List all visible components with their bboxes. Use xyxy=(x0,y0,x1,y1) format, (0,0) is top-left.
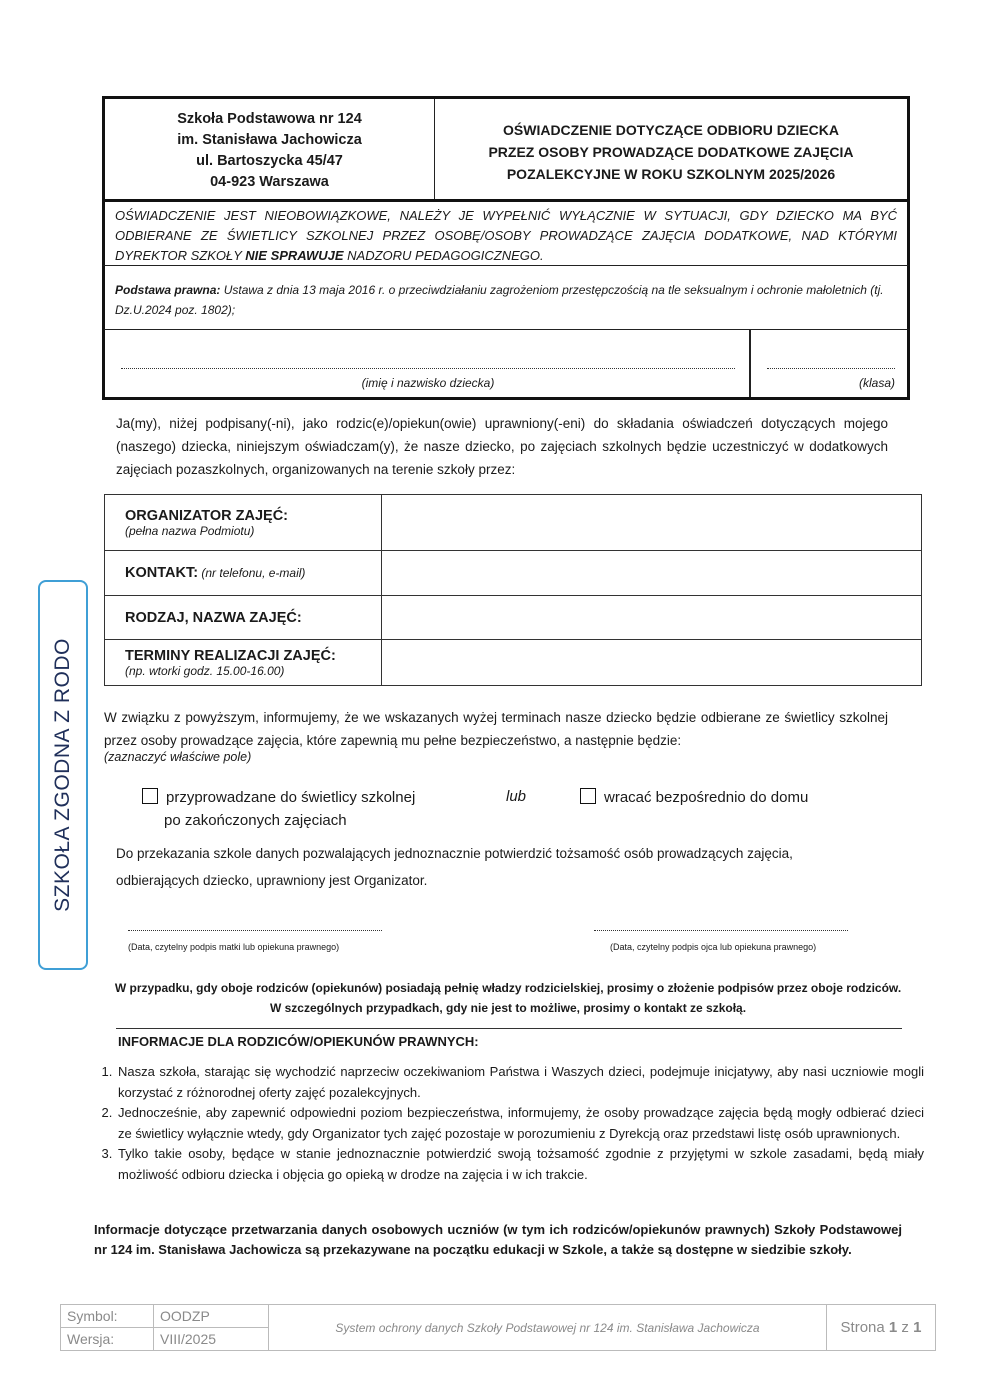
intro-paragraph: Ja(my), niżej podpisany(-ni), jako rodzic(e)/opiekun(owie) uprawniony(-eni) do składania oświadczeń dotyczących mojego (naszego) dziecka, niniejszym oświadczam(y), że nasze dziecko, po zajęciach szkolnych będzie uczestniczyć w dodatkowych zajęciach pozaszkolnych, organizowanych na terenie szkoły przez: xyxy=(116,416,888,477)
option-go-home[interactable]: wracać bezpośrednio do domu xyxy=(580,786,808,809)
contact-input[interactable] xyxy=(382,551,922,596)
info-item: 2. Jednocześnie, aby zapewnić odpowiedni poziom bezpieczeństwa, informujemy, że osoby prowadzące zajęcia będą mogły odbierać dzieci ze świetlicy wyłącznie wtedy, gdy Organizator tych zajęć pozostaje w porozumieniu z Dyrekcją oraz przedstawi listę osób uprawnionych. xyxy=(116,1103,924,1144)
father-signature-label: (Data, czytelny podpis ojca lub opiekuna prawnego) xyxy=(610,942,817,952)
dates-label-cell: TERMINY REALIZACJI ZAJĘĆ: (np. wtorki godz. 15.00-16.00) xyxy=(105,640,382,686)
footer-system: System ochrony danych Szkoły Podstawowej nr 124 im. Stanisława Jachowicza xyxy=(269,1305,827,1351)
legal-basis: Podstawa prawna: Ustawa z dnia 13 maja 2016 r. o przeciwdziałaniu zagrożeniom przestępczością na tle seksualnym i ochronie małoletnich (tj. Dz.U.2024 poz. 1802); xyxy=(102,266,910,330)
option-escort-to-daycare[interactable]: przyprowadzane do świetlicy szkolnej po zakończonych zajęciach xyxy=(142,786,415,832)
type-input[interactable] xyxy=(382,596,922,640)
symbol-label: Symbol: xyxy=(61,1305,154,1328)
father-signature-line[interactable] xyxy=(594,930,848,931)
footer-table xyxy=(60,1304,936,1351)
version-value: VIII/2025 xyxy=(154,1328,269,1351)
child-fields xyxy=(102,330,910,400)
child-name-field[interactable] xyxy=(121,368,735,369)
organizer-table xyxy=(104,494,922,686)
info-heading: INFORMACJE DLA RODZICÓW/OPIEKUNÓW PRAWNYCH: xyxy=(118,1034,479,1049)
dates-input[interactable] xyxy=(382,640,922,686)
symbol-value: OODZP xyxy=(154,1305,269,1328)
class-label: (klasa) xyxy=(858,376,895,390)
pickup-paragraph: W związku z powyższym, informujemy, że we wskazanych wyżej terminach nasze dziecko będzie odbierane ze świetlicy szkolnej przez osoby prowadzące zajęcia, które zapewnią mu pełne bezpieczeństwo, a następnie będzie: xyxy=(104,710,888,748)
pickup-hint: (zaznaczyć właściwe pole) xyxy=(104,750,252,764)
info-separator xyxy=(116,1028,902,1029)
optional-notice: OŚWIADCZENIE JEST NIEOBOWIĄZKOWE, NALEŻY JE WYPEŁNIĆ WYŁĄCZNIE W SYTUACJI, GDY DZIECKO MA BYĆ ODBIERANE ZE ŚWIETLICY SZKOLNEJ PRZEZ OSOBĘ/OSOBY PROWADZĄCE ZAJĘCIA DODATKOWE, NAD KTÓRYMI DYREKTOR SZKOŁY NIE SPRAWUJE NADZORU PEDAGOGICZNEGO. xyxy=(102,202,910,266)
version-label: Wersja: xyxy=(61,1328,154,1351)
contact-label-cell: KONTAKT: (nr telefonu, e-mail) xyxy=(105,551,382,596)
class-field[interactable] xyxy=(767,368,895,369)
school-address xyxy=(105,99,435,199)
info-item: 3. Tylko takie osoby, będące w stanie jednoznacznie potwierdzić swoją tożsamość zgodnie z przyjętymi w szkole zasadami, będą miały możliwość odbioru dziecka i objęcia go opieką w drodze na zajęcia i w ich trakcie. xyxy=(116,1144,924,1185)
notice-emphasis: NIE SPRAWUJE xyxy=(245,248,344,263)
organizer-label-cell: ORGANIZATOR ZAJĘĆ: (pełna nazwa Podmiotu) xyxy=(105,495,382,551)
document-title: OŚWIADCZENIE DOTYCZĄCE ODBIORU DZIECKA PRZEZ OSOBY PROWADZĄCE DODATKOWE ZAJĘCIA POZALEKCYJNE W ROKU SZKOLNYM 2025/2026 xyxy=(488,122,854,182)
gdpr-stamp: SZKOŁA ZGODNA Z RODO xyxy=(38,580,88,970)
child-name-label: (imię i nazwisko dziecka) xyxy=(361,376,495,390)
info-list xyxy=(94,1062,924,1185)
info-item: 1. Nasza szkoła, starając się wychodzić naprzeciw oczekiwaniom Państwa i Waszych dzieci, podejmuje inicjatywy, aby nasi uczniowie mogli korzystać z różnorodnej oferty zajęć pozalekcyjnych. xyxy=(116,1062,924,1103)
mother-signature-label: (Data, czytelny podpis matki lub opiekuna prawnego) xyxy=(128,942,340,952)
school-city: 04-923 Warszawa xyxy=(210,174,329,190)
type-label-cell: RODZAJ, NAZWA ZAJĘĆ: xyxy=(105,596,382,640)
school-name: Szkoła Podstawowa nr 124 xyxy=(177,111,362,127)
checkbox-go-home[interactable] xyxy=(580,788,596,804)
legal-basis-label: Podstawa prawna: xyxy=(115,283,221,297)
mother-signature-line[interactable] xyxy=(128,930,382,931)
header-box xyxy=(102,96,910,202)
or-label: lub xyxy=(506,788,527,805)
data-processing-note: Informacje dotyczące przetwarzania danych osobowych uczniów (w tym ich rodziców/opiekunów prawnych) Szkoły Podstawowej nr 124 im. Stanisława Jachowicza są przekazywane na początku edukacji w Szkole, a także są dostępne w siedzibie szkoły. xyxy=(94,1222,902,1257)
school-street: ul. Bartoszycka 45/47 xyxy=(196,153,343,169)
school-patron: im. Stanisława Jachowicza xyxy=(177,132,362,148)
both-parents-note: W przypadku, gdy oboje rodziców (opiekunów) posiadają pełnię władzy rodzicielskiej, prosimy o złożenie podpisów przez oboje rodziców. W szczególnych przypadkach, gdy nie jest to możliwe, prosimy o kontakt ze szkołą. xyxy=(114,981,902,1015)
organizer-input[interactable] xyxy=(382,495,922,551)
page-number: Strona 1 z 1 xyxy=(827,1305,936,1351)
identity-paragraph: Do przekazania szkole danych pozwalających jednoznacznie potwierdzić tożsamość osób prowadzących zajęcia, odbierających dziecko, uprawniony jest Organizator. xyxy=(116,846,793,888)
checkbox-escort[interactable] xyxy=(142,788,158,804)
